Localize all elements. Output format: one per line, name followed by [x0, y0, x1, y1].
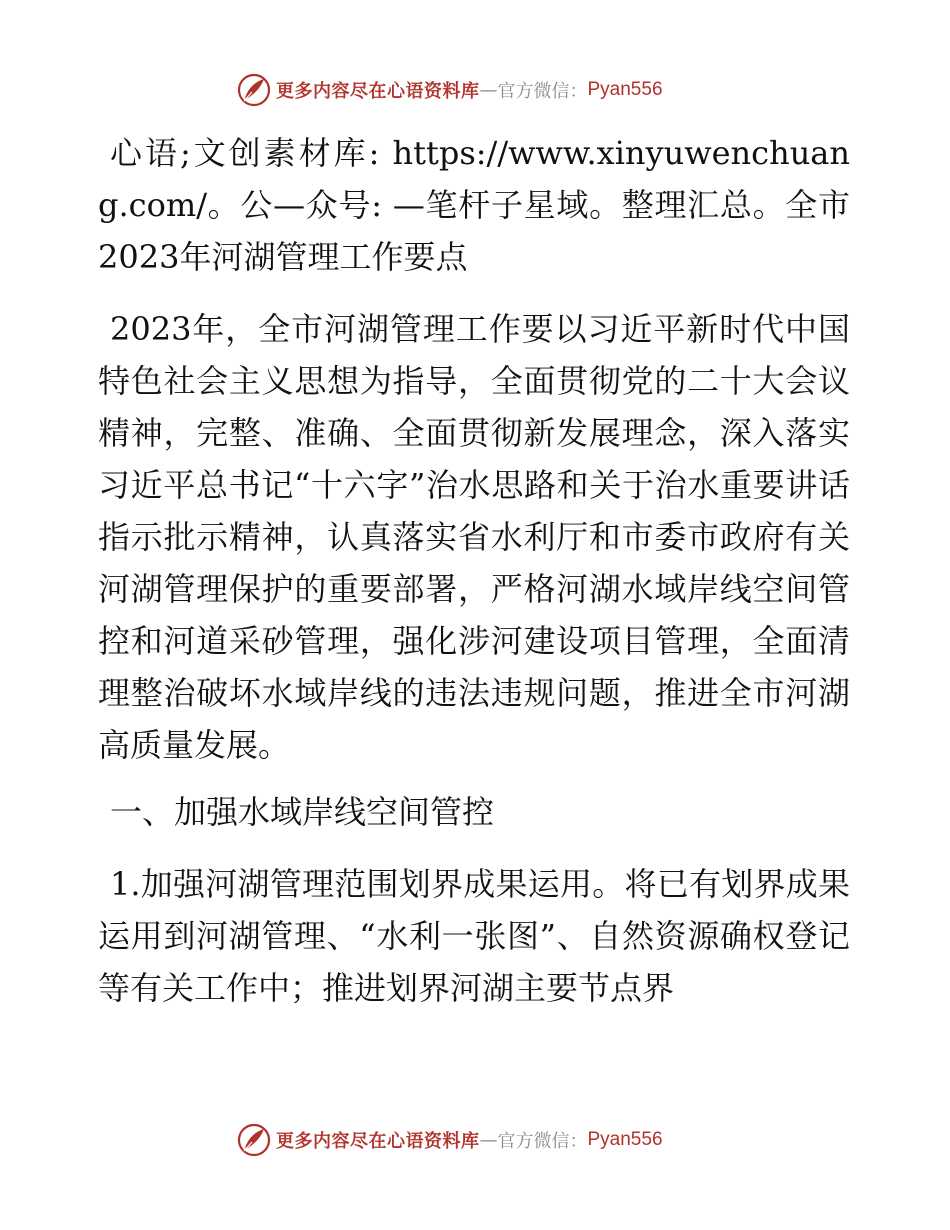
- banner-wechat-id: Pyan556: [587, 1129, 663, 1150]
- banner-slogan: 更多内容尽在心语资料库: [276, 1131, 480, 1152]
- feather-logo-icon: [236, 1122, 272, 1158]
- banner-wechat-label: 官方微信：: [497, 1131, 588, 1152]
- list-item-1: 1.加强河湖管理范围划界成果运用。将已有划界成果运用到河湖管理、“水利一张图”、自然资源确权登记等有关工作中；推进划界河湖主要节点界: [98, 865, 850, 1007]
- banner-dash: —: [479, 79, 498, 101]
- section-heading-1: 一、加强水域岸线空间管控: [110, 793, 495, 831]
- banner-dash: —: [479, 1129, 498, 1151]
- footer-watermark-banner: [236, 1120, 663, 1160]
- intro-paragraph: 心语;文创素材库: https://www.xinyuwenchuang.com/。公—众号: —笔杆子星域。整理汇总。全市2023年河湖管理工作要点: [98, 134, 850, 276]
- banner-wechat-id: Pyan556: [587, 79, 663, 100]
- feather-logo-icon: [236, 72, 272, 108]
- banner-slogan: 更多内容尽在心语资料库: [276, 81, 480, 102]
- document-body: [98, 127, 850, 1014]
- body-paragraph-1: 2023年，全市河湖管理工作要以习近平新时代中国特色社会主义思想为指导，全面贯彻党的二十大会议精神，完整、准确、全面贯彻新发展理念，深入落实习近平总书记“十六字”治水思路和关于治水重要讲话指示批示精神，认真落实省水利厅和市委市政府有关河湖管理保护的重要部署，严格河湖水域岸线空间管控和河道采砂管理，强化涉河建设项目管理，全面清理整治破坏水域岸线的违法违规问题，推进全市河湖高质量发展。: [98, 310, 850, 764]
- header-watermark-banner: [236, 70, 663, 110]
- banner-wechat-label: 官方微信：: [497, 81, 588, 102]
